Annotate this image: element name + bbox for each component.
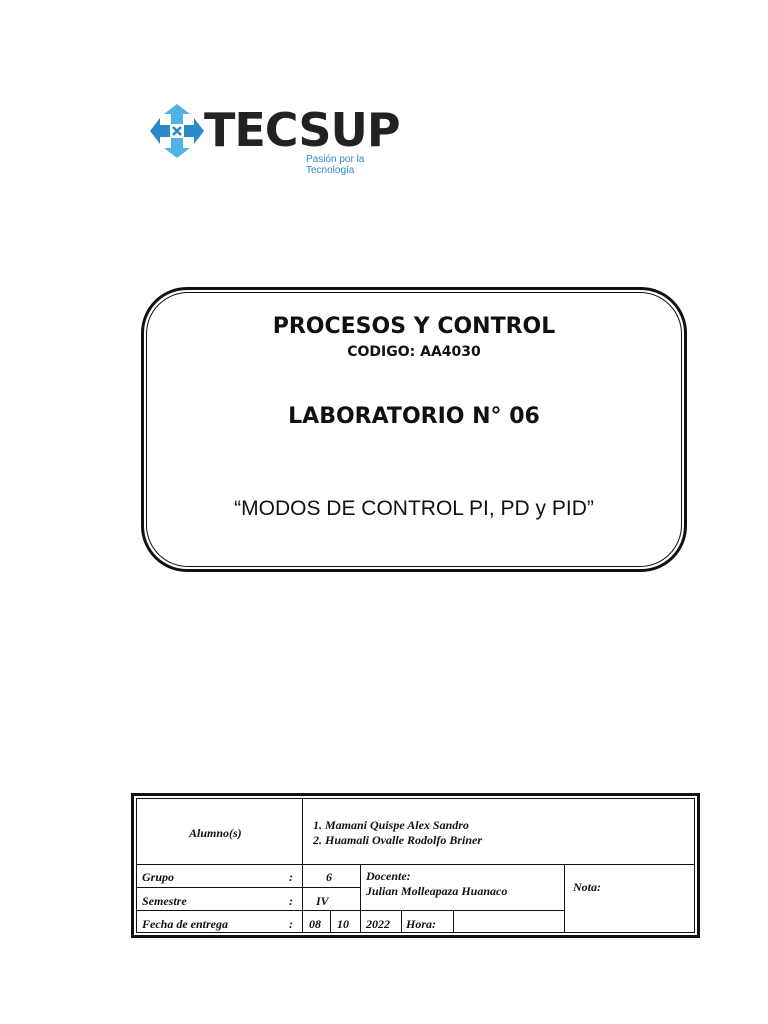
logo-brand: TECSUP: [204, 103, 400, 157]
fecha-day: 08: [309, 917, 321, 931]
course-code: CODIGO: AA4030: [347, 344, 481, 360]
student-2: 2. Huamali Ovalle Rodolfo Briner: [313, 833, 483, 847]
grupo-colon: :: [289, 870, 293, 884]
tecsup-logo-mark-icon: [146, 100, 208, 162]
fecha-colon: :: [289, 917, 293, 931]
semestre-colon: :: [289, 894, 293, 908]
hora-label: Hora:: [406, 917, 436, 931]
student-info-table: [131, 793, 700, 938]
docente-value: Julian Molleapaza Huanaco: [366, 884, 508, 898]
fecha-label: Fecha de entrega: [142, 917, 228, 931]
student-1: 1. Mamani Quispe Alex Sandro: [313, 818, 469, 832]
title-box: [141, 287, 687, 572]
lab-number: LABORATORIO N° 06: [288, 404, 540, 429]
docente-label: Docente:: [366, 869, 411, 883]
tecsup-logo: [146, 100, 406, 176]
fecha-year: 2022: [366, 917, 390, 931]
nota-label: Nota:: [573, 880, 601, 894]
semestre-label: Semestre: [142, 894, 187, 908]
fecha-month: 10: [337, 917, 349, 931]
course-title: PROCESOS Y CONTROL: [272, 314, 556, 339]
semestre-value: IV: [316, 894, 329, 908]
alumnos-label: Alumno(s): [189, 826, 242, 840]
grupo-value: 6: [326, 870, 332, 884]
grupo-label: Grupo: [142, 870, 175, 884]
logo-tagline: Pasión por la Tecnología: [306, 154, 365, 176]
lab-subject: “MODOS DE CONTROL PI, PD y PID”: [234, 497, 594, 520]
